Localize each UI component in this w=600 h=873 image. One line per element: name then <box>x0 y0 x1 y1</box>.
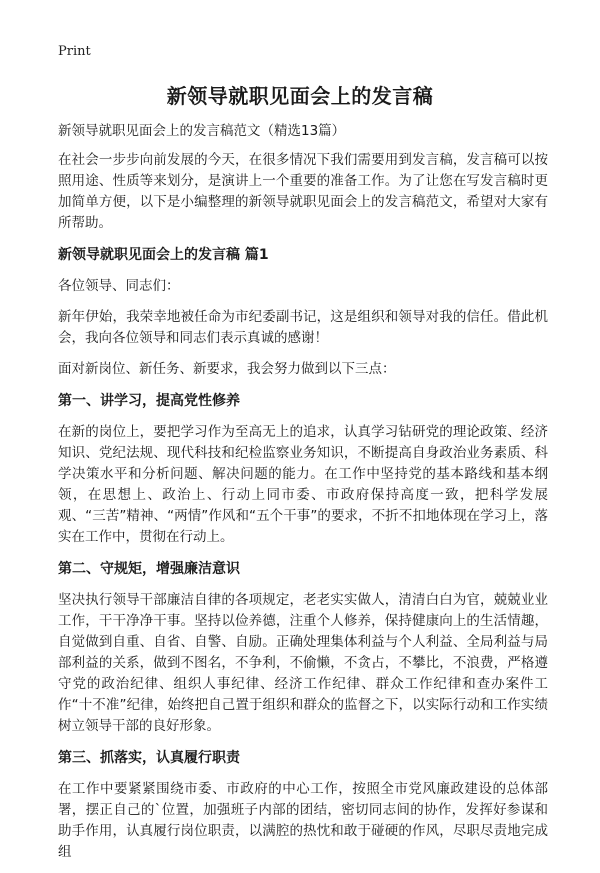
intro-paragraph: 在社会一步步向前发展的今天，在很多情况下我们需要用到发言稿，发言稿可以按照用途、性质等来划分，是演讲上一个重要的准备工作。为了让您在写发言稿时更加简单方便，以下是小编整理的新领导就职见面会上的发言稿范文，希望对大家有所帮助。 <box>58 152 548 231</box>
page-title: 新领导就职见面会上的发言稿 <box>166 84 434 108</box>
point-heading: 第二、守规矩，增强廉洁意识 <box>58 561 240 577</box>
point-paragraph: 在工作中要紧紧围绕市委、市政府的中心工作，按照全市党风廉政建设的总体部署，摆正自己的`位置，加强班子内部的团结，密切同志间的协作，发挥好参谋和助手作用，认真履行岗位职责，以满腔的热忱和敢于碰硬的作风，尽职尽责地完成组 <box>58 781 548 860</box>
body-paragraph: 面对新岗位、新任务、新要求，我会努力做到以下三点： <box>58 361 396 377</box>
point-paragraph: 坚决执行领导干部廉洁自律的各项规定，老老实实做人，清清白白为官，兢兢业业工作，干干净净干事。坚持以俭养德，注重个人修养，保持健康向上的生活情趣，自觉做到自重、自省、自警、自励。正确处理集体利益与个人利益、全局利益与局部利益的关系，做到不图名，不争利，不偷懒，不贪占，不攀比，不浪费，严格遵守党的政治纪律、组织人事纪律、经济工作纪律、群众工作纪律和查办案件工作“十不准”纪律，始终把自己置于组织和群众的监督之下，以实际行动和工作实绩树立领导干部的良好形象。 <box>58 592 548 734</box>
point-paragraph: 在新的岗位上，要把学习作为至高无上的追求，认真学习钻研党的理论政策、经济知识、党纪法规、现代科技和纪检监察业务知识，不断提高自身政治业务素质、科学决策水平和分析问题、解决问题的能力。在工作中坚持党的基本路线和基本纲领，在思想上、政治上、行动上同市委、市政府保持高度一致，把科学发展观、“三苦”精神、“两情”作风和“五个干事”的要求，不折不扣地体现在学习上，落实在工作中，贯彻在行动上。 <box>58 424 548 545</box>
section-heading: 新领导就职见面会上的发言稿 篇1 <box>58 247 269 263</box>
print-link[interactable]: Print <box>58 44 91 59</box>
greeting-paragraph: 各位领导、同志们： <box>58 278 180 294</box>
point-heading: 第一、讲学习，提高党性修养 <box>58 393 240 409</box>
document-subtitle: 新领导就职见面会上的发言稿范文（精选13篇） <box>58 123 346 139</box>
body-paragraph: 新年伊始，我荣幸地被任命为市纪委副书记，这是组织和领导对我的信任。借此机会，我向各位领导和同志们表示真诚的感谢！ <box>58 309 548 346</box>
document-body <box>58 120 548 873</box>
point-heading: 第三、抓落实，认真履行职责 <box>58 750 240 766</box>
